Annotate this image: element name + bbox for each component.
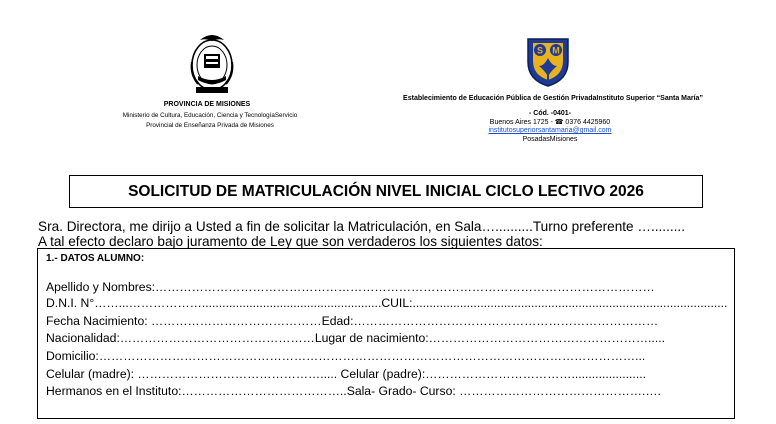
intro-line-2: A tal efecto declaro bajo juramento de Ley que son verdaderos los siguientes datos: (38, 234, 543, 249)
provincial-seal-icon (186, 32, 238, 96)
santa-maria-shield-icon (525, 36, 571, 88)
field-name[interactable]: Apellido y Nombres:…………………………………………………………………………………………………………… (46, 280, 655, 294)
province-title: PROVINCIA DE MISIONES (163, 101, 251, 108)
svg-text:M: M (552, 45, 560, 56)
institute-code: - Cód. -0401- (528, 110, 571, 117)
field-nationality-birthplace[interactable]: Nacionalidad:…………………………………………Lugar de nacimiento:………………………………………………..... (46, 331, 665, 345)
institute-city: PosadasMisiones (522, 136, 578, 143)
institute-address: Buenos Aires 1725 - ☎ 0376 4425960 (489, 119, 611, 126)
field-birthdate-age[interactable]: Fecha Nacimiento: ……………………………………Edad:………………………………………………………………… (46, 314, 659, 328)
institute-email-link[interactable]: institutosuperiorsantamaria@gmail.com (488, 127, 612, 134)
intro-line-1: Sra. Directora, me dirijo a Usted a fin de solicitar la Matriculación, en Sala…..........Turno preferente …......... (38, 219, 685, 234)
svg-text:S: S (536, 45, 544, 56)
form-title: SOLICITUD DE MATRICULACIÓN NIVEL INICIAL CICLO LECTIVO 2026 (128, 183, 644, 200)
ministry-line-1: Ministerio de Cultura, Educación, Ciencia y TecnologíaServicio (122, 112, 298, 119)
field-dni-cuil[interactable]: D.N.I. N°……...……………….....................................................CUIL:............................................................................................. (46, 296, 728, 310)
section-title: 1.- DATOS ALUMNO: (46, 253, 145, 264)
field-address[interactable]: Domicilio:……………………………………………………………………………………………………………………... (46, 349, 646, 363)
institute-title: Establecimiento de Educación Pública de Gestión PrivadaInstituto Superior “Santa María” (403, 95, 703, 102)
field-siblings[interactable]: Hermanos en el Instituto:…………………………………..Sala- Grado- Curso: ……………………………………….…. (46, 384, 661, 398)
field-phones[interactable]: Celular (madre): ………………………………………..... Celular (padre):………………………………...................... (46, 367, 646, 381)
ministry-line-2: Provincial de Enseñanza Privada de Misiones (146, 122, 274, 129)
